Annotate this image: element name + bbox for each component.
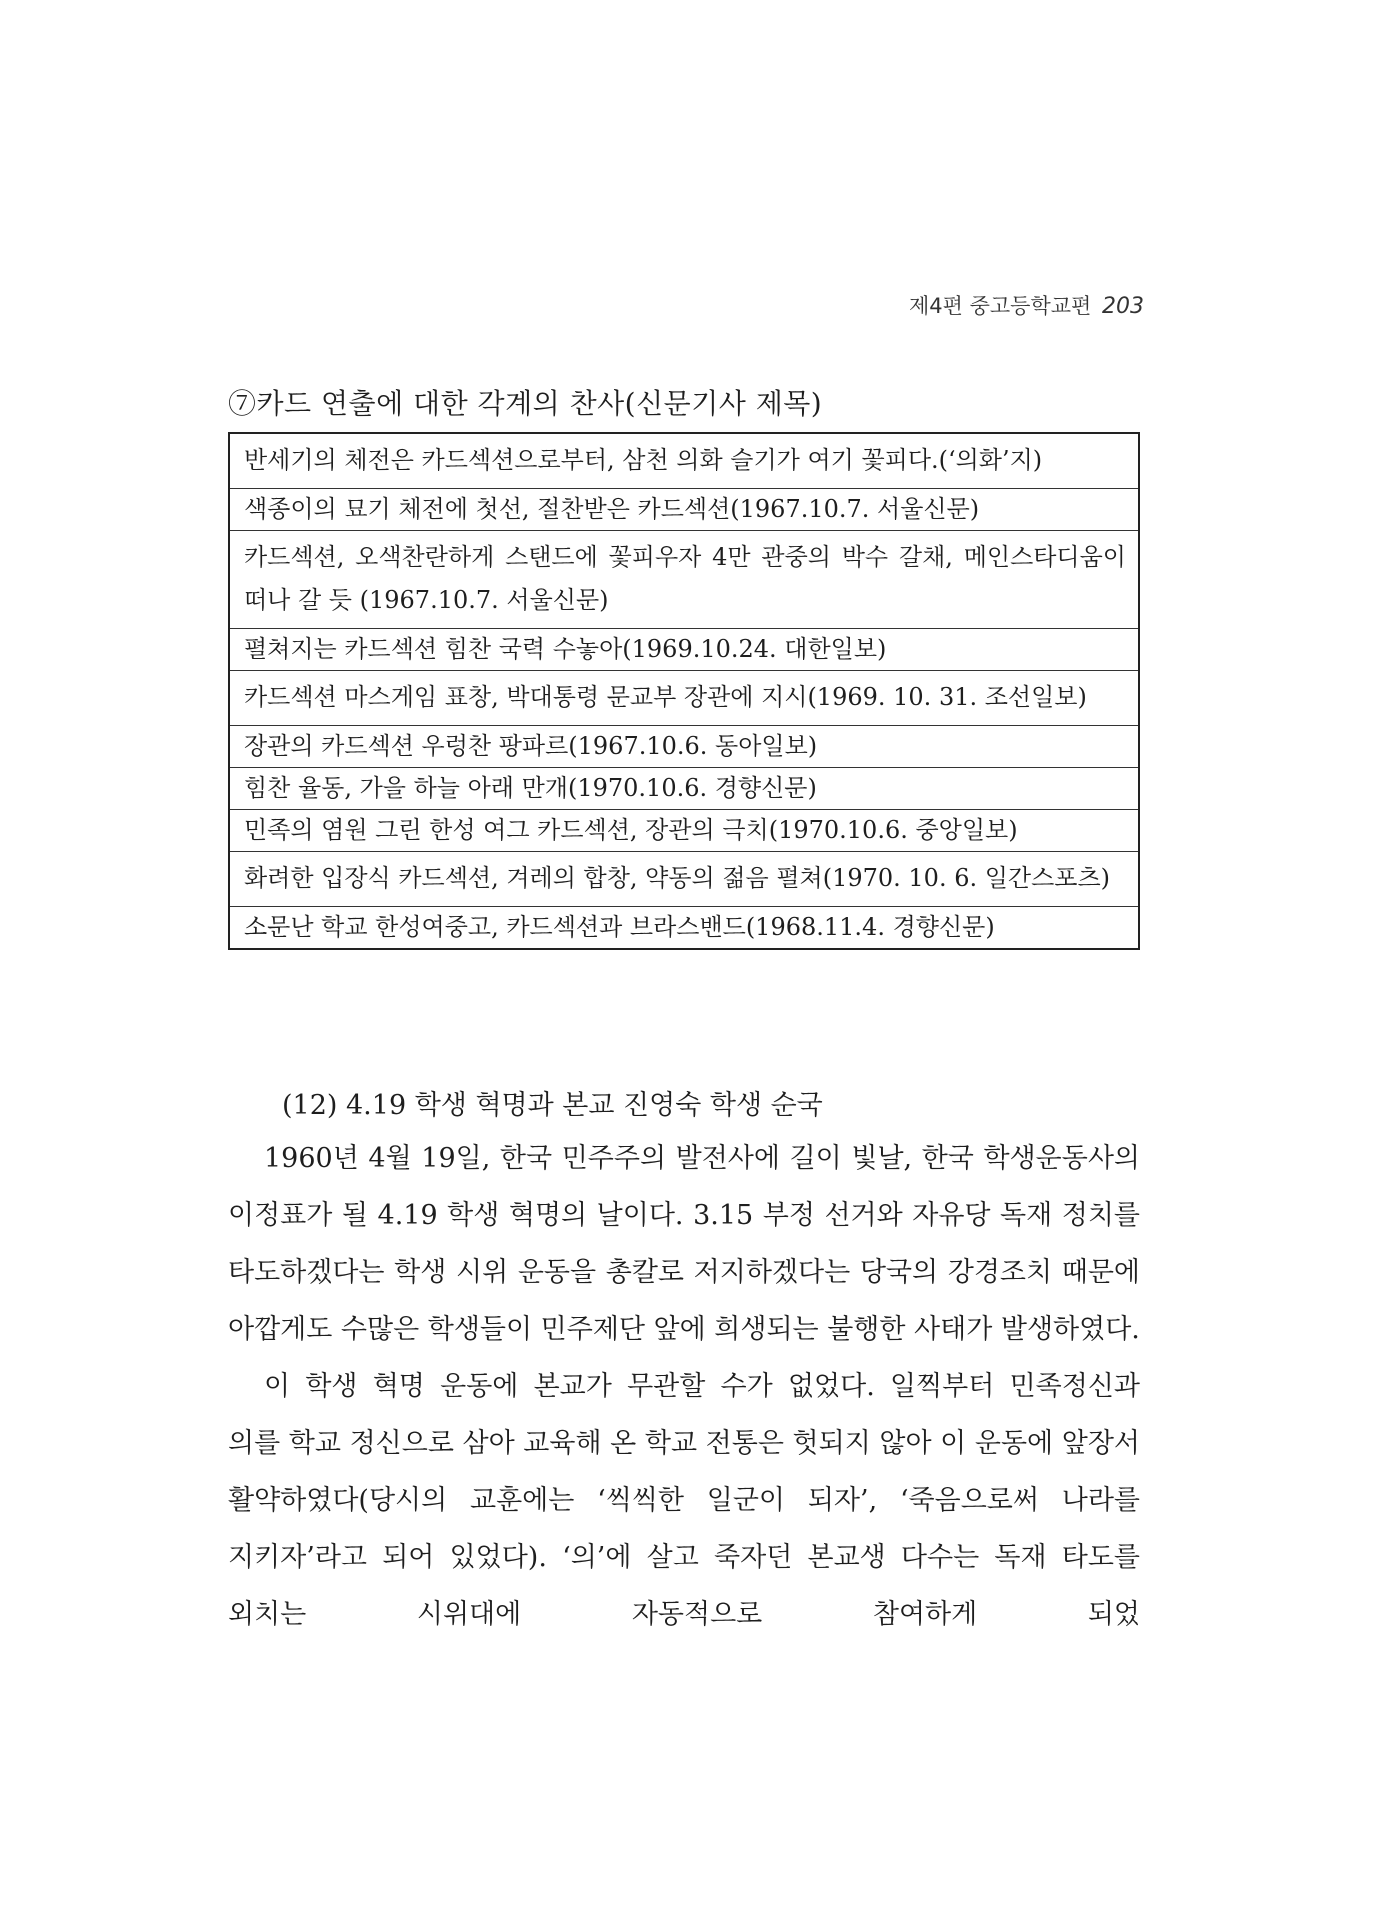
running-header-section: 제4편 중고등학교편 <box>908 294 1092 318</box>
body-paragraph: 1960년 4월 19일, 한국 민주주의 발전사에 길이 빛날, 한국 학생운동사의 이정표가 될 4.19 학생 혁명의 날이다. 3.15 부정 선거와 자유당 독재 정치를 타도하겠다는 학생 시위 운동을 총칼로 저지하겠다는 당국의 강경조치 때문에 아깝게도 수많은 학생들이 민주제단 앞에 희생되는 불행한 사태가 발생하였다. <box>228 1143 1140 1345</box>
headline-row: 카드섹션, 오색찬란하게 스탠드에 꽃피우자 4만 관중의 박수 갈채, 메인스타디움이 떠나 갈 듯 (1967.10.7. 서울신문) <box>230 530 1138 628</box>
headline-row: 장관의 카드섹션 우렁찬 팡파르(1967.10.6. 동아일보) <box>230 725 1138 767</box>
headline-row: 펼쳐지는 카드섹션 힘찬 국력 수놓아(1969.10.24. 대한일보) <box>230 628 1138 670</box>
headline-row: 힘찬 율동, 가을 하늘 아래 만개(1970.10.6. 경향신문) <box>230 767 1138 809</box>
page-number: 203 <box>1102 294 1144 319</box>
headline-table <box>228 432 1140 950</box>
headline-row: 민족의 염원 그린 한성 여그 카드섹션, 장관의 극치(1970.10.6. 중앙일보) <box>230 809 1138 851</box>
headline-row: 화려한 입장식 카드섹션, 겨레의 합창, 약동의 젊음 펼쳐(1970. 10. 6. 일간스포츠) <box>230 851 1138 906</box>
headline-row: 소문난 학교 한성여중고, 카드섹션과 브라스밴드(1968.11.4. 경향신문) <box>230 906 1138 948</box>
subsection-title: (12) 4.19 학생 혁명과 본교 진영숙 학생 순국 <box>282 1090 823 1121</box>
body-paragraph: 이 학생 혁명 운동에 본교가 무관할 수가 없었다. 일찍부터 민족정신과 의를 학교 정신으로 삼아 교육해 온 학교 전통은 헛되지 않아 이 운동에 앞장서 활약하였다(당시의 교훈에는 ‘씩씩한 일군이 되자’, ‘죽음으로써 나라를 지키자’라고 되어 있었다). ‘의’에 살고 죽자던 본교생 다수는 독재 타도를 외치는 시위대에 자동적으로 참여하게 되었 <box>228 1371 1140 1630</box>
headline-row: 색종이의 묘기 체전에 첫선, 절찬받은 카드섹션(1967.10.7. 서울신문) <box>230 488 1138 530</box>
running-header <box>909 290 1144 320</box>
headline-row: 반세기의 체전은 카드섹션으로부터, 삼천 의화 슬기가 여기 꽃피다.(‘의화’지) <box>244 446 1043 474</box>
body-text <box>228 1130 1140 1643</box>
headline-row: 카드섹션 마스게임 표창, 박대통령 문교부 장관에 지시(1969. 10. 31. 조선일보) <box>230 670 1138 725</box>
section-title: ⑦카드 연출에 대한 각계의 찬사(신문기사 제목) <box>228 387 823 420</box>
